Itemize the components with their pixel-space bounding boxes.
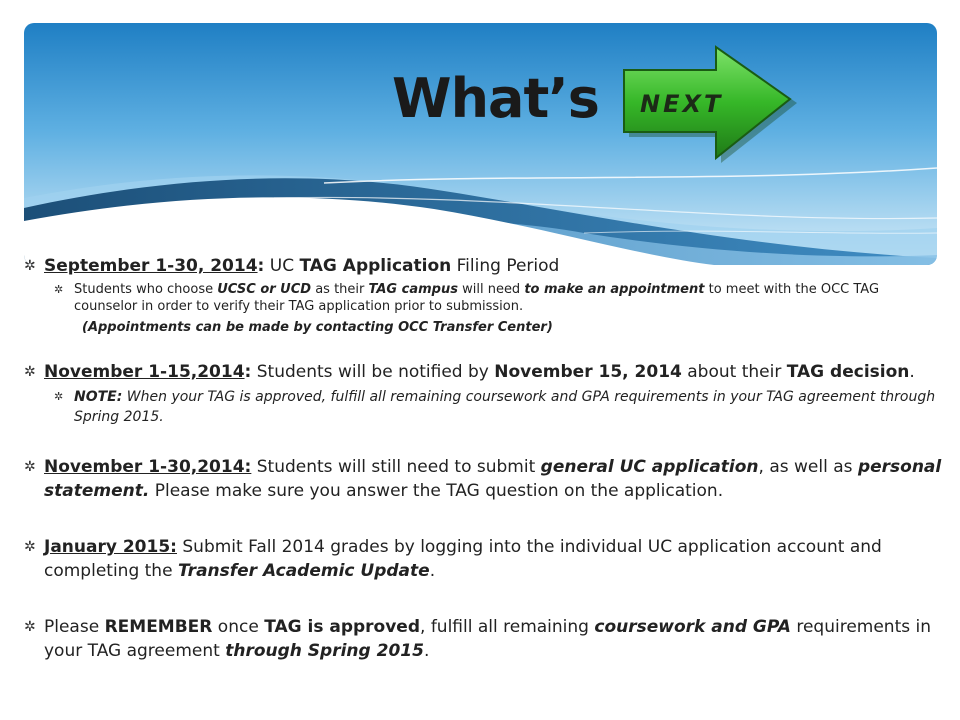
appointment-note: (Appointments can be made by contacting OCC Transfer Center)	[82, 320, 553, 335]
sub-text: TAG campus	[368, 282, 458, 297]
item-text: Students will still need to submit	[251, 457, 541, 477]
sub-text: When your TAG is approved, fulfill all remaining coursework and GPA requirements in your TAG agreement through Spring 2015.	[74, 389, 936, 425]
bullet-icon: ✲	[54, 283, 64, 296]
item-date: November 1-15,2014	[44, 362, 245, 382]
header-banner	[24, 23, 937, 265]
item-text: Please	[44, 617, 105, 637]
item-text: Filing Period	[451, 256, 560, 276]
item-text: :	[257, 256, 265, 276]
item-text: Submit Fall 2014 grades by logging into the individual UC application account and completing the	[44, 537, 882, 581]
sub-list-item	[16, 281, 946, 315]
item-text: once	[212, 617, 265, 637]
bullet-icon: ✲	[54, 390, 64, 403]
item-text: Students will be notified by	[251, 362, 495, 382]
sub-text: as their	[311, 282, 369, 297]
list-item	[16, 615, 946, 663]
bullet-icon: ✲	[24, 364, 36, 380]
item-text: TAG Application	[299, 256, 452, 276]
bullet-icon: ✲	[24, 539, 36, 555]
item-date: November 1-30,2014:	[44, 457, 252, 477]
list-item	[16, 455, 946, 503]
item-text: November 15, 2014	[494, 362, 682, 382]
next-arrow-icon[interactable]	[618, 44, 798, 168]
item-text: personal statement.	[44, 457, 942, 501]
next-button-label: NEXT	[640, 90, 724, 118]
note-label: NOTE:	[74, 389, 123, 405]
item-text: Please make sure you answer the TAG question on the application.	[149, 481, 724, 501]
list-item	[16, 535, 946, 583]
content-list	[16, 254, 946, 663]
item-text: about their	[681, 362, 787, 382]
item-text: .	[423, 641, 430, 661]
item-text: .	[909, 362, 915, 382]
sub-text: Students who choose	[74, 282, 218, 297]
sub-list-item	[16, 387, 946, 427]
bullet-icon: ✲	[24, 258, 36, 274]
sub-text: will need	[457, 282, 525, 297]
item-text: through Spring 2015	[225, 641, 424, 661]
list-item	[16, 254, 946, 278]
item-text: , as well as	[758, 457, 858, 477]
item-text: general UC application	[540, 457, 759, 477]
bullet-icon: ✲	[24, 459, 36, 475]
item-date: January 2015:	[44, 537, 177, 557]
sub-text: to meet with the OCC TAG counselor in order to verify their TAG application prior to submission.	[74, 282, 880, 314]
item-text: .	[429, 561, 436, 581]
item-text: Transfer Academic Update	[177, 561, 430, 581]
bullet-icon: ✲	[24, 619, 36, 635]
item-text: TAG is approved	[264, 617, 421, 637]
banner-background	[24, 23, 937, 265]
item-text: :	[244, 362, 252, 382]
item-text: REMEMBER	[104, 617, 213, 637]
item-text: UC	[264, 256, 300, 276]
item-text: requirements in your TAG agreement	[44, 617, 931, 661]
item-text: TAG decision	[786, 362, 910, 382]
item-text: coursework and GPA	[594, 617, 791, 637]
sub-text: to make an appointment	[524, 282, 705, 297]
item-date: September 1-30, 2014	[44, 256, 258, 276]
item-text: , fulfill all remaining	[420, 617, 595, 637]
sub-text: UCSC or UCD	[217, 282, 312, 297]
page-title: What’s	[392, 67, 599, 130]
list-item	[16, 360, 946, 384]
